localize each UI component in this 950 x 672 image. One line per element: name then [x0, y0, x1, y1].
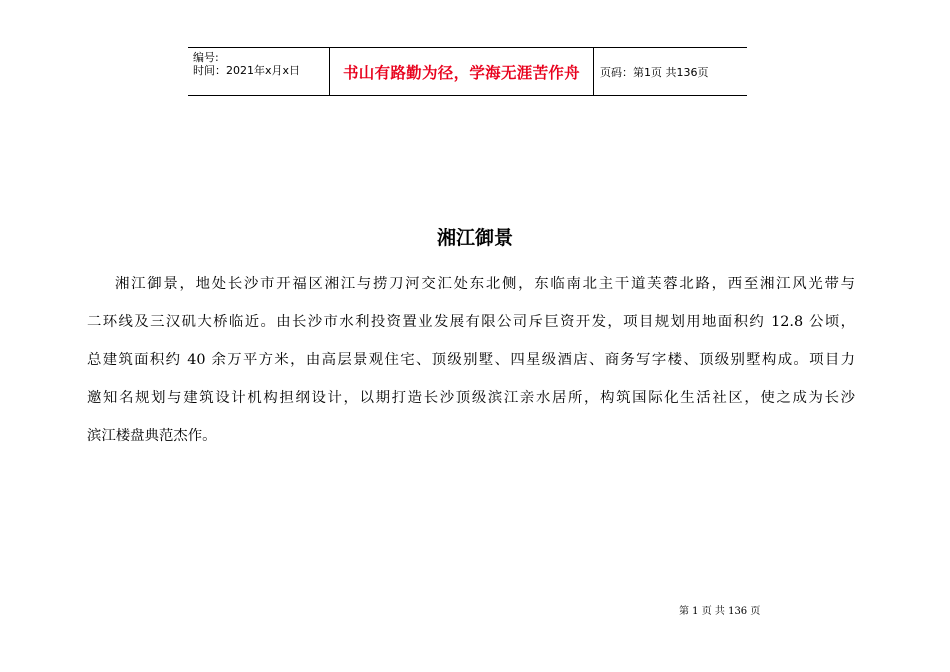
time-label: 时间：2021年x月x日	[193, 64, 301, 77]
paragraph-line: 二环线及三汉矶大桥临近。由长沙市水利投资置业发展有限公司斥巨资开发，项目规划用地面积约 12.8 公顷，	[87, 314, 855, 330]
header-meta-cell	[188, 48, 330, 95]
paragraph-line: 滨江楼盘典范杰作。	[87, 428, 217, 444]
body-paragraph	[87, 265, 855, 455]
document-header	[188, 47, 747, 96]
paragraph-line: 总建筑面积约 40 余万平方米，由高层景观住宅、顶级别墅、四星级酒店、商务写字楼、顶级别墅构成。项目力	[87, 352, 855, 368]
header-page-cell	[594, 48, 747, 95]
number-label: 编号:	[193, 51, 219, 64]
header-motto-cell	[330, 48, 594, 95]
header-page-info: 页码：第1页 共136页	[600, 65, 709, 79]
paragraph-line: 湘江御景，地处长沙市开福区湘江与捞刀河交汇处东北侧，东临南北主干道芙蓉北路，西至湘江风光带与	[115, 276, 855, 292]
paragraph-line: 邀知名规划与建筑设计机构担纲设计，以期打造长沙顶级滨江亲水居所，构筑国际化生活社区，使之成为长沙	[87, 390, 855, 406]
document-title: 湘江御景	[436, 227, 513, 249]
footer-page-number: 第 1 页 共 136 页	[679, 606, 761, 617]
header-motto: 书山有路勤为径，学海无涯苦作舟	[342, 63, 580, 82]
